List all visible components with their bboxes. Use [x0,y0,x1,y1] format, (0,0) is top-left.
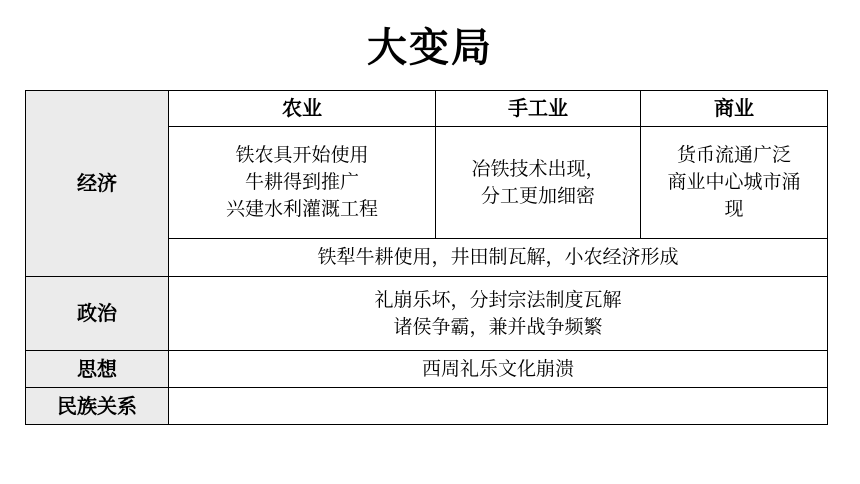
commerce-line: 商业中心城市涌 [667,171,801,193]
politics-line: 礼崩乐坏，分封宗法制度瓦解 [374,288,622,311]
agriculture-line: 兴建水利灌溉工程 [225,198,378,220]
summary-table [25,90,828,425]
cell-commerce [641,127,828,239]
agriculture-line: 铁农具开始使用 [235,144,369,166]
column-header-commerce: 商业 [641,91,828,127]
column-header-agriculture: 农业 [169,91,436,127]
row-label-thought: 思想 [26,351,169,388]
handicraft-line: 分工更加细密 [480,184,595,207]
header-row [26,91,828,127]
cell-handicraft [436,127,641,239]
thought-content: 西周礼乐文化崩溃 [169,351,828,388]
politics-content [169,277,828,351]
row-label-ethnic: 民族关系 [26,388,169,425]
ethnic-content [169,388,828,425]
commerce-line: 现 [724,198,744,220]
column-header-handicraft: 手工业 [436,91,641,127]
cell-agriculture [169,127,436,239]
page-title: 大变局 [367,25,493,71]
row-label-economy: 经济 [26,91,169,277]
ethnic-row [26,388,828,425]
commerce-line: 货币流通广泛 [676,144,791,166]
politics-line: 诸侯争霸，兼并战争频繁 [393,315,603,338]
economy-summary: 铁犁牛耕使用，井田制瓦解，小农经济形成 [169,239,828,277]
thought-row [26,351,828,388]
row-label-politics: 政治 [26,277,169,351]
politics-row [26,277,828,351]
agriculture-line: 牛耕得到推广 [244,171,359,193]
handicraft-line: 冶铁技术出现， [471,157,605,180]
